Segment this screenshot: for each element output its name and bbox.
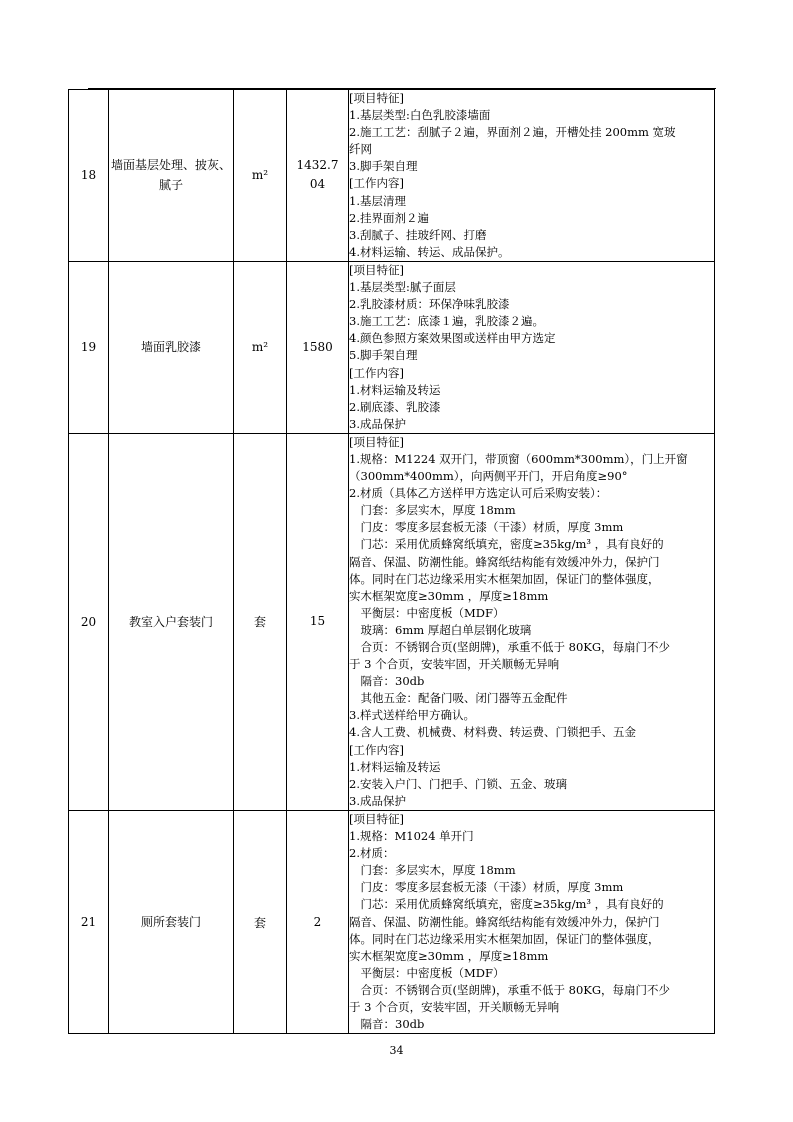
description-line: 门芯：采用优质蜂窝纸填充，密度≥35kg/m³ ，具有良好的 [349,897,664,912]
description-line: 隔音、保温、防潮性能。蜂窝纸结构能有效缓冲外力，保护门 [349,914,660,929]
description-line: 体。同时在门芯边缘采用实木框架加固，保证门的整体强度， [349,931,660,946]
item-name-cell: 教室入户套装门 [109,433,234,810]
description-line: [项目特征] [349,262,404,277]
description-line: 2.安装入户门、门把手、门锁、五金、玻璃 [349,776,567,791]
quantity-cell [287,810,349,1033]
item-number-cell: 18 [69,90,109,262]
quantity-cell [287,90,349,262]
item-description-cell [349,433,715,810]
description-line: 3.施工工艺：底漆１遍，乳胶漆２遍。 [349,314,544,329]
description-line: 隔音：30db [349,1017,425,1032]
page-number: 34 [389,1044,404,1057]
description-line: [工作内容] [349,742,404,757]
description-line: 合页：不锈钢合页(坚朗牌)，承重不低于 80KG，每扇门不少 [349,982,671,997]
description-line: 隔音：30db [349,674,425,689]
bill-of-quantities-table [68,89,715,1034]
quantity-cell [287,433,349,810]
description-line: 5.脚手架自理 [349,348,418,363]
unit-cell: m² [234,261,287,433]
description-line: 1.基层清理 [349,193,406,208]
table-row [69,433,715,810]
description-line: 3.样式送样给甲方确认。 [349,708,475,723]
description-line: 门芯：采用优质蜂窝纸填充，密度≥35kg/m³ ，具有良好的 [349,537,664,552]
item-name-cell: 墙面基层处理、披灰、腻子 [109,90,234,262]
description-line: [项目特征] [349,811,404,826]
item-description-cell [349,810,715,1033]
quantity-value: 1432.704 [296,158,339,192]
description-line: 4.颜色参照方案效果图或送样由甲方选定 [349,331,556,346]
item-number-cell: 19 [69,261,109,433]
item-number-cell: 20 [69,433,109,810]
description-line: 4.材料运输、转运、成品保护。 [349,244,510,259]
description-line: 2.材质： [349,846,395,861]
description-line: [工作内容] [349,365,404,380]
unit-cell: m² [234,90,287,262]
description-line: [项目特征] [349,91,404,105]
description-line: 2.挂界面剂２遍 [349,210,429,225]
item-number-cell: 21 [69,810,109,1033]
description-line: 3.脚手架自理 [349,159,418,174]
description-line: 1.材料运输及转运 [349,382,441,397]
description-line: 1.规格：M1024 单开门 [349,829,474,844]
description-line: （300mm*400mm），向两侧平开门，开启角度≥90° [349,469,628,484]
item-description-cell [349,261,715,433]
description-line: 门皮：零度多层套板无漆（干漆）材质，厚度 3mm [349,520,624,535]
item-description-cell [349,90,715,262]
description-line: 其他五金：配备门吸、闭门器等五金配件 [349,691,568,706]
description-line: 门皮：零度多层套板无漆（干漆）材质，厚度 3mm [349,880,624,895]
description-line: 于 3 个合页，安装牢固，开关顺畅无异响 [349,999,560,1014]
description-line: 1.基层类型:白色乳胶漆墙面 [349,108,491,123]
description-line: 门套：多层实木，厚度 18mm [349,863,516,878]
description-line: 4.含人工费、机械费、材料费、转运费、门锁把手、五金 [349,725,636,740]
description-line: 3.成品保护 [349,793,406,808]
description-line: 平衡层：中密度板（MDF） [349,965,505,980]
description-line: 1.基层类型:腻子面层 [349,280,456,295]
description-line: 2.材质（具体乙方送样甲方选定认可后采购安装）： [349,486,608,501]
description-line: 1.材料运输及转运 [349,759,441,774]
description-line: 隔音、保温、防潮性能。蜂窝纸结构能有效缓冲外力，保护门 [349,554,660,569]
quantity-cell [287,261,349,433]
quantity-value: 2 [313,914,322,929]
description-line: 门套：多层实木，厚度 18mm [349,503,516,518]
description-line: 实木框架宽度≥30mm ，厚度≥18mm [349,948,549,963]
item-name-cell: 厕所套装门 [109,810,234,1033]
description-line: 3.成品保护 [349,416,406,431]
description-line: 体。同时在门芯边缘采用实木框架加固，保证门的整体强度， [349,571,660,586]
description-line: 于 3 个合页，安装牢固，开关顺畅无异响 [349,657,560,672]
description-line: 玻璃：6mm 厚超白单层钢化玻璃 [349,622,532,637]
description-line: 2.刷底漆、乳胶漆 [349,399,441,414]
description-line: 2.乳胶漆材质：环保净味乳胶漆 [349,297,510,312]
unit-cell: 套 [234,810,287,1033]
description-line: 平衡层：中密度板（MDF） [349,605,505,620]
table-row [69,810,715,1033]
description-line: 1.规格：M1224 双开门，带顶窗（600mm*300mm），门上开窗 [349,451,688,466]
description-line: [工作内容] [349,176,404,191]
unit-cell: 套 [234,433,287,810]
quantity-value: 15 [309,614,326,629]
item-name-cell: 墙面乳胶漆 [109,261,234,433]
description-line: 实木框架宽度≥30mm ，厚度≥18mm [349,588,549,603]
description-line: 合页：不锈钢合页(坚朗牌)，承重不低于 80KG，每扇门不少 [349,640,671,654]
table-row [69,90,715,262]
description-line: [项目特征] [349,434,404,449]
table-row [69,261,715,433]
quantity-value: 1580 [302,339,333,354]
description-line: 纤网 [349,142,372,157]
description-line: 2.施工工艺：刮腻子２遍，界面剂２遍，开槽处挂 200mm 宽玻 [349,125,676,140]
description-line: 3.刮腻子、挂玻纤网、打磨 [349,227,487,242]
